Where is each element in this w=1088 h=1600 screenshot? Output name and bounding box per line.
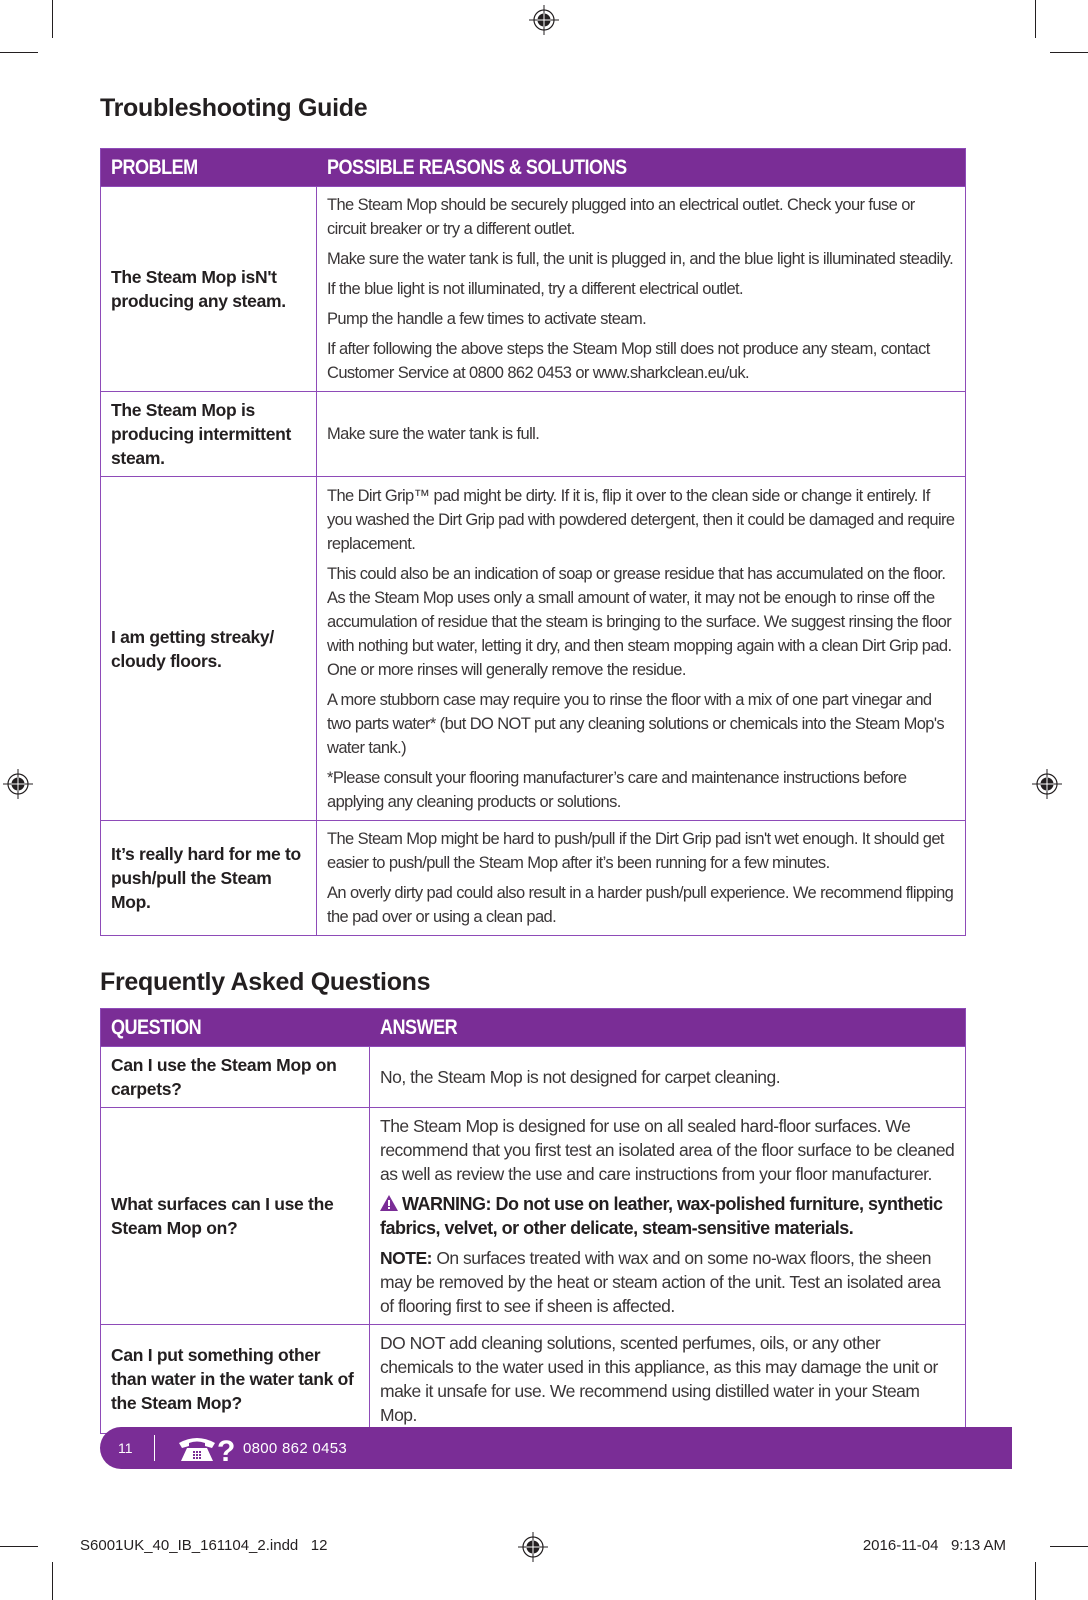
problem-cell: The Steam Mop isN't producing any steam. xyxy=(101,187,317,392)
solution-text: If after following the above steps the Steam Mop still does not produce any steam, contact Customer Service at 0800 862 0453 or www.sharkclean.eu/uk. xyxy=(327,340,930,382)
question-cell: Can I put something other than water in the water tank of the Steam Mop? xyxy=(101,1325,370,1434)
solution-text: A more stubborn case may require you to rinse the floor with a mix of one part vinegar and two parts water* (but DO NOT put any cleaning solutions or chemicals into the Steam Mop's water tank.) xyxy=(327,690,945,757)
question-cell: What surfaces can I use the Steam Mop on? xyxy=(101,1108,370,1325)
answer-text: The Steam Mop is designed for use on all sealed hard-floor surfaces. We recommend that you first test an isolated area of the floor surface to be cleaned as well as review the use and care instructions from your floor manufacturer. xyxy=(380,1116,955,1184)
note-text xyxy=(380,1246,955,1318)
warning-text xyxy=(380,1192,955,1240)
crop-mark xyxy=(1050,1546,1088,1547)
footer-divider xyxy=(154,1435,155,1461)
table-row xyxy=(101,1325,966,1434)
column-header-problem: PROBLEM xyxy=(101,149,317,187)
answer-text: No, the Steam Mop is not designed for carpet cleaning. xyxy=(380,1067,781,1087)
answer-cell xyxy=(370,1047,966,1108)
slug-filename: S6001UK_40_IB_161104_2.indd 12 xyxy=(80,1537,328,1554)
problem-cell: I am getting streaky/ cloudy floors. xyxy=(101,477,317,821)
faq-title: Frequently Asked Questions xyxy=(100,968,431,996)
solution-text: An overly dirty pad could also result in a harder push/pull experience. We recommend flipping the pad over or using a clean pad. xyxy=(327,884,954,926)
solution-text: The Steam Mop might be hard to push/pull if the Dirt Grip pad isn't wet enough. It should get easier to push/pull the Steam Mop after it’s been running for a few minutes. xyxy=(327,830,944,872)
solution-text: The Dirt Grip™ pad might be dirty. If it is, flip it over to the clean side or change it entirely. If you washed the Dirt Grip pad with powdered detergent, then it could be damaged and require replacement. xyxy=(327,486,955,553)
table-row xyxy=(101,1047,966,1108)
crop-mark xyxy=(52,0,53,38)
note-label: NOTE: xyxy=(380,1248,432,1268)
problem-cell: The Steam Mop is producing intermittent steam. xyxy=(101,392,317,477)
table-row xyxy=(101,477,966,821)
table-row xyxy=(101,1108,966,1325)
crop-mark xyxy=(0,52,38,53)
registration-mark-icon xyxy=(3,769,33,799)
footer-bar xyxy=(100,1427,1012,1469)
table-row xyxy=(101,187,966,392)
answer-cell xyxy=(370,1108,966,1325)
svg-text:?: ? xyxy=(217,1435,236,1463)
warning-label: WARNING: Do not use on leather, wax-polished furniture, synthetic fabrics, velvet, or other delicate, steam-sensitive materials. xyxy=(380,1194,943,1238)
registration-mark-icon xyxy=(518,1532,548,1562)
table-header-row xyxy=(101,1009,966,1047)
note-body: On surfaces treated with wax and on some no-wax floors, the sheen may be removed by the heat or steam action of the unit. Test an isolated area of flooring first to see if sheen is affected. xyxy=(380,1248,941,1316)
problem-cell: It’s really hard for me to push/pull the Steam Mop. xyxy=(101,821,317,936)
footer-phone-number: 0800 862 0453 xyxy=(243,1439,347,1457)
crop-mark xyxy=(0,1546,38,1547)
solution-text: Pump the handle a few times to activate steam. xyxy=(327,310,647,328)
page-number: 11 xyxy=(118,1440,133,1456)
warning-triangle-icon xyxy=(380,1193,398,1209)
slug-timestamp: 2016-11-04 9:13 AM xyxy=(862,1537,1006,1554)
troubleshooting-table xyxy=(100,148,966,936)
troubleshooting-title: Troubleshooting Guide xyxy=(100,94,368,122)
crop-mark xyxy=(52,1562,53,1600)
table-row xyxy=(101,821,966,936)
column-header-answer: ANSWER xyxy=(370,1009,966,1047)
solution-text: *Please consult your flooring manufacturer’s care and maintenance instructions before applying any cleaning products or solutions. xyxy=(327,768,907,811)
column-header-solutions: POSSIBLE REASONS & SOLUTIONS xyxy=(317,149,966,187)
solution-text: If the blue light is not illuminated, try a different electrical outlet. xyxy=(327,280,743,298)
crop-mark xyxy=(1035,1562,1036,1600)
solution-text: Make sure the water tank is full, the unit is plugged in, and the blue light is illuminated steadily. xyxy=(327,250,954,268)
crop-mark xyxy=(1035,0,1036,38)
telephone-question-icon xyxy=(177,1433,239,1463)
registration-mark-icon xyxy=(1032,769,1062,799)
solution-text: This could also be an indication of soap or grease residue that has accumulated on the floor. As the Steam Mop uses only a small amount of water, it may not be enough to rinse off the accumulation of residue that the steam is bringing to the surface. We suggest rinsing the floor with nothing but water, letting it dry, and then steam mopping again with a clean Dirt Grip pad. One or more rinses will generally remove the residue. xyxy=(327,564,952,679)
table-header-row xyxy=(101,149,966,187)
answer-cell xyxy=(370,1325,966,1434)
solution-text: Make sure the water tank is full. xyxy=(327,425,540,443)
answer-text: DO NOT add cleaning solutions, scented perfumes, oils, or any other chemicals to the water used in this appliance, as this may damage the unit or make it unsafe for use. We recommend using distilled water in your Steam Mop. xyxy=(380,1333,938,1425)
solution-cell xyxy=(317,821,966,936)
question-cell: Can I use the Steam Mop on carpets? xyxy=(101,1047,370,1108)
column-header-question: QUESTION xyxy=(101,1009,370,1047)
crop-mark xyxy=(1050,52,1088,53)
solution-cell xyxy=(317,477,966,821)
solution-cell xyxy=(317,187,966,392)
solution-cell xyxy=(317,392,966,477)
faq-table xyxy=(100,1008,966,1434)
solution-text: The Steam Mop should be securely plugged into an electrical outlet. Check your fuse or circuit breaker or try a different outlet. xyxy=(327,196,915,238)
table-row xyxy=(101,392,966,477)
registration-mark-icon xyxy=(529,5,559,35)
